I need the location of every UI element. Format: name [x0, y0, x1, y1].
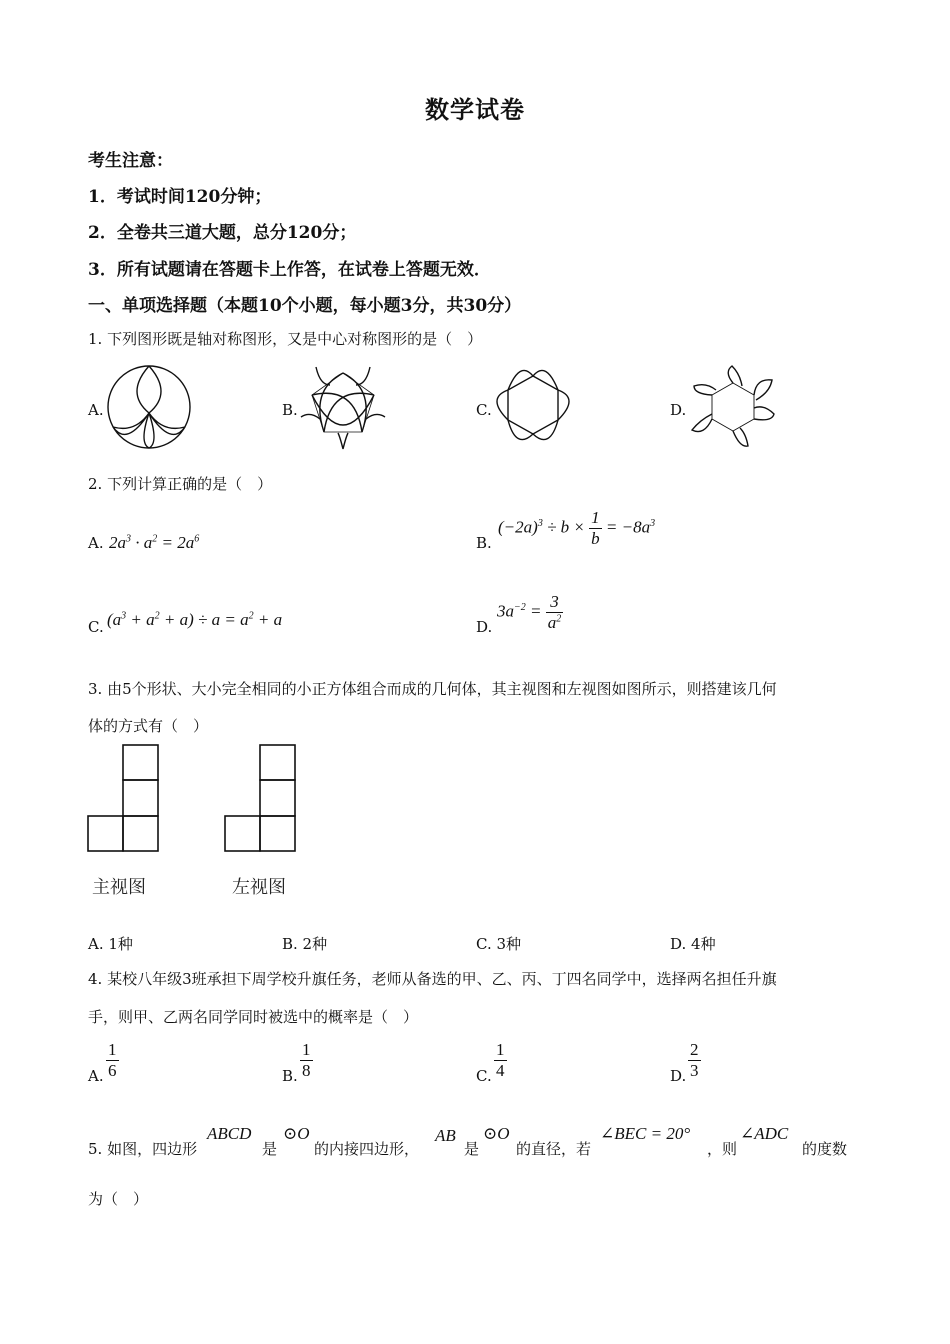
q2-label-a: A.	[88, 534, 104, 552]
front-view-label: 主视图	[92, 877, 146, 898]
q5-text-3: 的直径，若	[516, 1140, 592, 1158]
q3-option-c: C. 3种	[476, 935, 522, 953]
q1-figure-b	[300, 365, 386, 451]
q2-label-d: D.	[476, 618, 493, 636]
front-view-figure	[87, 744, 160, 853]
q1-label-b: B.	[282, 401, 298, 419]
notice-heading: 考生注意：	[88, 151, 173, 171]
q1-label-a: A.	[88, 401, 104, 419]
q5-text-2: 的内接四边形，	[314, 1140, 420, 1158]
q4-option-a-fraction: $\frac{1}{6}$	[108, 1040, 117, 1080]
q5-prefix: 5. 如图，四边形	[88, 1140, 198, 1158]
question-2-stem: 2. 下列计算正确的是（ ）	[88, 475, 273, 493]
notice-item-2: 2．全卷共三道大题，总分120分；	[88, 223, 357, 243]
q4-option-c-fraction: $\frac{1}{4}$	[496, 1040, 505, 1080]
q2-option-b-expr: $(-2a)^3 \div b$ × $\frac{1}{b}$ = $-8a^3$	[498, 508, 656, 548]
q5-given-angle: ∠BEC = 20°	[600, 1124, 691, 1143]
q5-diameter-name: AB	[435, 1126, 456, 1145]
q1-label-c: C.	[476, 401, 492, 419]
notice-item-1: 1．考试时间120分钟；	[88, 187, 272, 207]
q2-label-c: C.	[88, 618, 104, 636]
q3-option-a: A. 1种	[88, 935, 133, 953]
page-title: 数学试卷	[425, 95, 525, 124]
q5-is-2: 是	[464, 1140, 480, 1158]
question-4-stem-line1: 4. 某校八年级3班承担下周学校升旗任务，老师从备选的甲、乙、丙、丁四名同学中，选择两名担任升旗	[88, 970, 777, 988]
q2-option-a-expr: $2a^3 \cdot a^2 = 2a^6$	[109, 533, 200, 552]
q5-circle-2: ⊙O	[483, 1124, 510, 1143]
notice-item-3: 3．所有试题请在答题卡上作答，在试卷上答题无效．	[88, 260, 491, 280]
side-view-figure	[224, 744, 297, 853]
q5-circle-1: ⊙O	[283, 1124, 310, 1143]
section-heading: 一、单项选择题（本题10个小题，每小题3分，共30分）	[88, 296, 522, 316]
q5-is-1: 是	[262, 1140, 278, 1158]
q5-quad-name: ABCD	[207, 1124, 252, 1143]
q3-option-d: D. 4种	[670, 935, 716, 953]
q4-label-a: A.	[88, 1067, 104, 1085]
side-view-label: 左视图	[232, 877, 286, 898]
q5-text-4: ，则	[707, 1140, 738, 1158]
q3-option-b: B. 2种	[282, 935, 328, 953]
question-3-stem-line2: 体的方式有（ ）	[88, 717, 209, 735]
q5-text-5: 的度数	[802, 1140, 848, 1158]
q2-option-c-expr: $(a^3 + a^2 + a) \div a = a^2 + a$	[107, 610, 283, 629]
q5-asked-angle: ∠ADC	[740, 1124, 789, 1143]
q4-option-d-fraction: $\frac{2}{3}$	[690, 1040, 699, 1080]
q2-label-b: B.	[476, 534, 492, 552]
q4-label-d: D.	[670, 1067, 687, 1085]
q1-figure-c	[492, 362, 574, 452]
question-3-stem-line1: 3. 由5个形状、大小完全相同的小正方体组合而成的几何体，其主视图和左视图如图所示，则搭建该几何	[88, 680, 777, 698]
q2-option-d-expr: $3a^{-2}$ = $\frac{3}{a^2}$	[497, 592, 562, 632]
q4-label-b: B.	[282, 1067, 298, 1085]
q1-figure-d	[690, 366, 776, 452]
q1-label-d: D.	[670, 401, 687, 419]
q4-label-c: C.	[476, 1067, 492, 1085]
q1-figure-a	[105, 363, 195, 453]
question-1-stem: 1. 下列图形既是轴对称图形，又是中心对称图形的是（ ）	[88, 330, 483, 348]
q4-option-b-fraction: $\frac{1}{8}$	[302, 1040, 311, 1080]
q5-line-2: 为（ ）	[88, 1190, 149, 1208]
question-4-stem-line2: 手，则甲、乙两名同学同时被选中的概率是（ ）	[88, 1008, 419, 1026]
